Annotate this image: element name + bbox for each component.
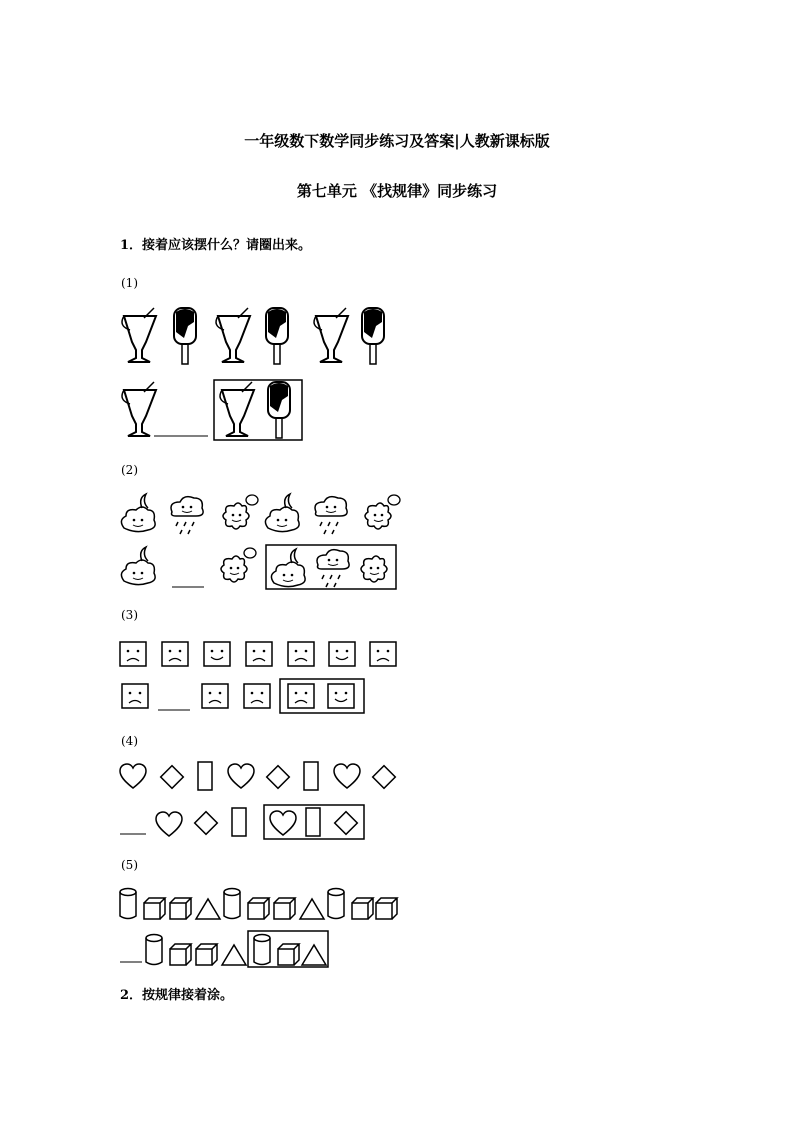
sad-face-icon	[288, 642, 314, 666]
heart-icon	[228, 764, 254, 788]
rain-cloud-icon	[315, 497, 347, 534]
diamond-icon	[373, 766, 396, 789]
cube-icon	[144, 898, 165, 919]
question-2-prompt: 2．按规律接着涂。	[120, 988, 234, 1003]
cup-icon	[220, 382, 254, 436]
part-2-answer-row	[118, 543, 403, 603]
cup-icon	[314, 308, 348, 362]
part-1-sequence	[118, 306, 388, 366]
sad-face-icon	[162, 642, 188, 666]
heart-icon	[120, 764, 146, 788]
popsicle-icon	[174, 308, 196, 364]
part-4-label: (4)	[121, 734, 138, 748]
heart-icon	[270, 811, 296, 835]
question-1-prompt: 1．接着应该摆什么？请圈出来。	[120, 238, 312, 253]
sad-face-icon	[246, 642, 272, 666]
cube-icon	[170, 898, 191, 919]
rectangle-icon	[304, 762, 318, 790]
popsicle-icon	[362, 308, 384, 364]
cube-icon	[352, 898, 373, 919]
sad-face-icon	[202, 684, 228, 708]
sad-face-icon	[370, 642, 396, 666]
diamond-icon	[161, 766, 184, 789]
answer-circle-box	[264, 805, 364, 839]
cup-icon	[216, 308, 250, 362]
cube-icon	[278, 944, 299, 965]
cloud-moon-icon	[265, 494, 299, 532]
part-4-answer-row	[118, 804, 378, 864]
part-1-label: (1)	[121, 276, 138, 290]
cube-icon	[274, 898, 295, 919]
sad-face-icon	[122, 684, 148, 708]
sad-face-icon	[288, 684, 314, 708]
triangle-icon	[302, 945, 326, 965]
cup-icon	[122, 308, 156, 362]
cube-icon	[196, 944, 217, 965]
answer-circle-box	[266, 545, 396, 589]
sad-face-icon	[120, 642, 146, 666]
part-3-answer-row	[118, 678, 378, 738]
part-2-sequence	[118, 490, 398, 550]
sun-flower-icon	[361, 556, 387, 582]
triangle-icon	[196, 899, 220, 919]
triangle-icon	[222, 945, 246, 965]
unit-subtitle: 第七单元 《找规律》同步练习	[296, 182, 498, 200]
rain-cloud-icon	[171, 497, 203, 534]
part-3-label: (3)	[121, 608, 138, 622]
document-title: 一年级数下数学同步练习及答案|人教新课标版	[244, 132, 550, 150]
heart-icon	[334, 764, 360, 788]
sun-flower-icon	[223, 495, 258, 529]
diamond-icon	[267, 766, 290, 789]
cloud-moon-icon	[121, 494, 155, 532]
sad-face-icon	[244, 684, 270, 708]
cube-icon	[170, 944, 191, 965]
happy-face-icon	[204, 642, 230, 666]
cloud-moon-icon	[271, 549, 305, 587]
cylinder-icon	[328, 889, 344, 919]
sun-flower-icon	[221, 548, 256, 582]
diamond-icon	[195, 812, 218, 835]
part-5-answer-row	[118, 930, 368, 990]
part-2-label: (2)	[121, 463, 138, 477]
rectangle-icon	[306, 808, 320, 836]
cloud-moon-icon	[121, 547, 155, 585]
triangle-icon	[300, 899, 324, 919]
cube-icon	[248, 898, 269, 919]
heart-icon	[156, 812, 182, 836]
cup-icon	[122, 382, 156, 436]
part-1-answer-row	[118, 380, 388, 440]
cube-icon	[376, 898, 397, 919]
rain-cloud-icon	[317, 550, 349, 587]
cylinder-icon	[224, 889, 240, 919]
popsicle-icon	[268, 382, 290, 438]
rectangle-icon	[198, 762, 212, 790]
diamond-icon	[335, 812, 358, 835]
cylinder-icon	[120, 889, 136, 919]
happy-face-icon	[329, 642, 355, 666]
popsicle-icon	[266, 308, 288, 364]
happy-face-icon	[328, 684, 354, 708]
cylinder-icon	[254, 935, 270, 965]
part-5-label: (5)	[121, 858, 138, 872]
sun-flower-icon	[365, 495, 400, 529]
cylinder-icon	[146, 935, 162, 965]
rectangle-icon	[232, 808, 246, 836]
